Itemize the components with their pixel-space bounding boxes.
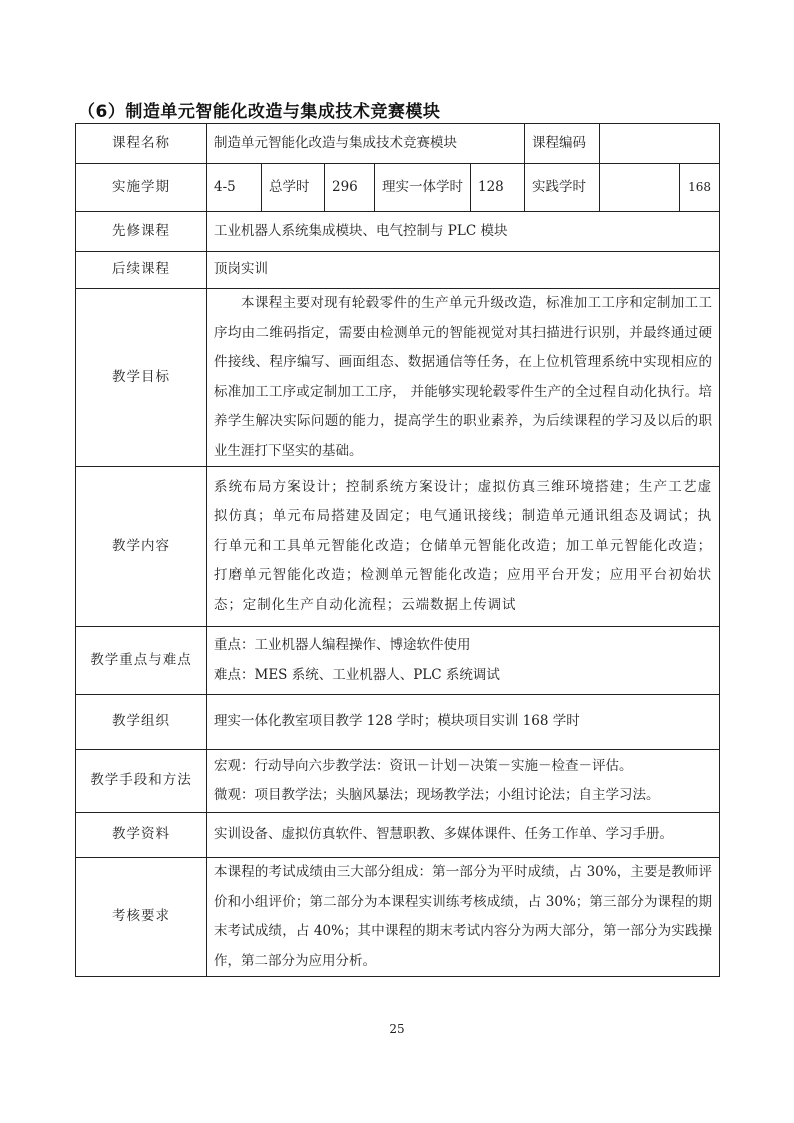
total-hours-value: 296: [325, 164, 375, 212]
practice-hours-label: [525, 164, 600, 212]
integrated-hours-value: 128: [471, 164, 525, 212]
row-followup: [76, 252, 720, 289]
followup-value: 顶岗实训: [207, 252, 720, 289]
objectives-label: 教学目标: [76, 289, 207, 467]
course-code-label: 课程编码: [525, 124, 600, 164]
key-points-label: 教学重点与难点: [76, 627, 207, 695]
key-points-cell: [207, 627, 720, 695]
materials-value: 实训设备、虚拟仿真软件、智慧职教、多媒体课件、任务工作单、学习手册。: [207, 813, 720, 858]
objectives-cell: [207, 289, 720, 467]
row-content: [76, 467, 720, 627]
row-methods: [76, 750, 720, 813]
course-name-label: 课程名称: [76, 124, 207, 164]
section-heading: （6）制造单元智能化改造与集成技术竞赛模块: [78, 102, 441, 122]
semester-value: 4-5: [207, 164, 262, 212]
organization-value: 理实一体化教室项目教学 128 学时；模块项目实训 168 学时: [207, 695, 720, 750]
row-course-name: [76, 124, 720, 164]
key-point-text: 重点：工业机器人编程操作、博途软件使用: [214, 637, 471, 653]
total-hours-label: 总学时: [262, 164, 325, 212]
row-organization: [76, 695, 720, 750]
micro-method-text: 微观：项目教学法；头脑风暴法；现场教学法；小组讨论法；自主学习法。: [214, 787, 660, 803]
macro-method-text: 宏观：行动导向六步教学法：资讯－计划－决策－实施－检查－评估。: [214, 757, 633, 774]
content-paragraph: 系统布局方案设计；控制系统方案设计；虚拟仿真三维环境搭建；生产工艺虚拟仿真；单元布局搭建及固定；电气通讯接线；制造单元通讯组态及调试；执行单元和工具单元智能化改造；仓储单元智能化改造；加工单元智能化改造；打磨单元智能化改造；检测单元智能化改造；应用平台开发；应用平台初始状态；定制化生产自动化流程；云端数据上传调试: [214, 478, 713, 613]
methods-cell: [207, 750, 720, 813]
course-code-value: [600, 124, 720, 164]
row-assessment: [76, 858, 720, 977]
difficult-point-text: 难点：MES 系统、工业机器人、PLC 系统调试: [214, 666, 500, 683]
row-semester: [76, 164, 720, 212]
followup-label: 后续课程: [76, 252, 207, 289]
content-cell: [207, 467, 720, 627]
organization-label: 教学组织: [76, 695, 207, 750]
page-number: 25: [389, 1022, 405, 1036]
course-table: [75, 123, 720, 977]
materials-label: 教学资料: [76, 813, 207, 858]
semester-label: 实施学期: [76, 164, 207, 212]
assessment-label: 考核要求: [76, 858, 207, 977]
course-name-value: 制造单元智能化改造与集成技术竞赛模块: [207, 124, 525, 164]
row-objectives: [76, 289, 720, 467]
prerequisite-label: 先修课程: [76, 212, 207, 252]
content-label: 教学内容: [76, 467, 207, 627]
practice-hours-value: 168: [679, 164, 719, 211]
assessment-paragraph: 本课程的考试成绩由三大部分组成：第一部分为平时成绩，占 30%，主要是教师评价和小组评价；第二部分为本课程实训练考核成绩，占 30%；第三部分为课程的期末考试成绩，占 40%；其中课程的期末考试内容分为两大部分，第一部分为实践操作，第二部分为应用分析。: [214, 864, 713, 969]
practice-hours-label-text: 实践学时: [532, 178, 587, 195]
methods-label: 教学手段和方法: [76, 750, 207, 813]
prerequisite-value: 工业机器人系统集成模块、电气控制与 PLC 模块: [207, 212, 720, 252]
assessment-cell: [207, 858, 720, 977]
objectives-paragraph: 本课程主要对现有轮毂零件的生产单元升级改造，标准加工工序和定制加工工序均由二维码指定，需要由检测单元的智能视觉对其扫描进行识别，并最终通过硬件接线、程序编写、画面组态、数据通信等任务，在上位机管理系统中实现相应的标准加工工序或定制加工工序， 并能够实现轮毂零件生产的全过程自动化执行。培养学生解决实际问题的能力，提高学生的职业素养，为后续课程的学习及以后的职业生涯打下坚实的基础。: [214, 295, 713, 459]
practice-hours-cell: [600, 164, 720, 212]
row-prerequisite: [76, 212, 720, 252]
integrated-hours-label: 理实一体学时: [375, 164, 471, 212]
row-key-points: [76, 627, 720, 695]
row-materials: [76, 813, 720, 858]
